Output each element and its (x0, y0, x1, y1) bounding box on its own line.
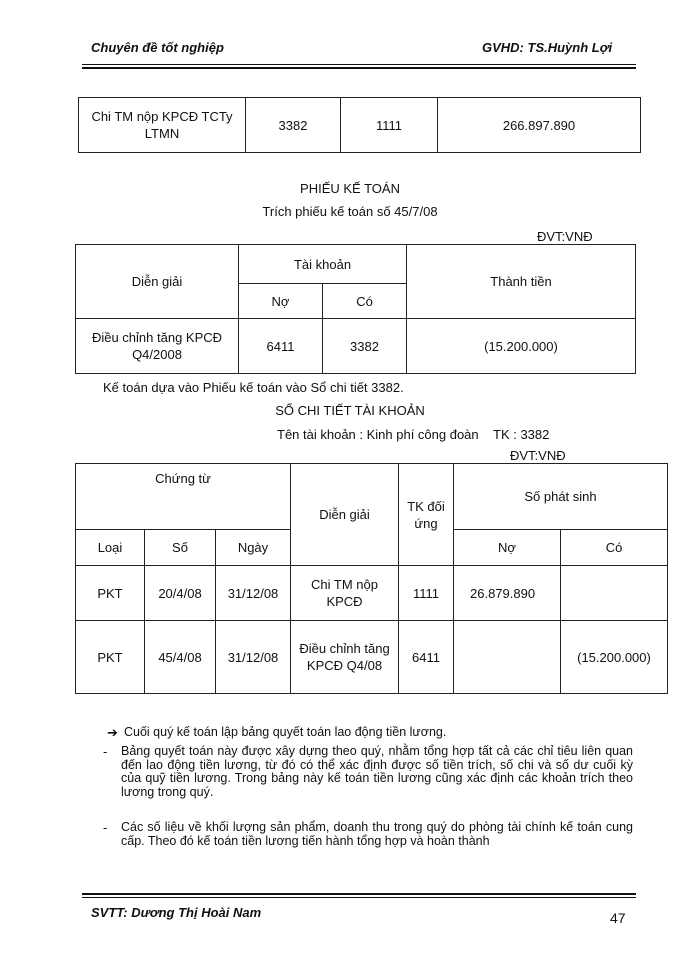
voucher-unit: ĐVT:VNĐ (537, 229, 593, 244)
header-left: Chuyên đề tốt nghiệp (91, 40, 224, 55)
ledger-r1-contra: 1111 (399, 566, 454, 621)
voucher-subtitle: Trích phiếu kế toán số 45/7/08 (262, 204, 438, 219)
header-rule-thin (82, 64, 636, 65)
ledger-r1-type: PKT (76, 566, 145, 621)
table-row (76, 319, 636, 374)
ledger-h-date: Ngày (216, 530, 291, 566)
top-desc: Chi TM nộp KPCĐ TCTy LTMN (79, 98, 246, 153)
voucher-desc: Điều chỉnh tăng KPCĐ Q4/2008 (76, 319, 239, 374)
ledger-account-name: Tên tài khoản : Kinh phí công đoàn (277, 427, 479, 442)
note-text: Kế toán dựa vào Phiếu kế toán vào Sổ chi tiết 3382. (103, 380, 404, 395)
ledger-r1-debit: 26.879.890 (454, 566, 561, 621)
voucher-amount: (15.200.000) (407, 319, 636, 374)
ledger-r1-date: 31/12/08 (216, 566, 291, 621)
ledger-r2-debit (454, 621, 561, 694)
ledger-r2-date: 31/12/08 (216, 621, 291, 694)
page-number: 47 (610, 910, 626, 926)
voucher-h-amount: Thành tiền (407, 245, 636, 319)
footer-left: SVTT: Dương Thị Hoài Nam (91, 905, 262, 920)
ledger-h-desc: Diễn giải (291, 464, 399, 566)
voucher-h-desc: Diễn giải (76, 245, 239, 319)
dash-bullet-2: - (103, 820, 108, 835)
voucher-title: PHIẾU KẾ TOÁN (300, 181, 400, 196)
ledger-h-contra: TK đối ứng (399, 464, 454, 566)
top-amount: 266.897.890 (438, 98, 641, 153)
ledger-account-no: TK : 3382 (493, 427, 550, 442)
voucher-h-account: Tài khoản (239, 245, 407, 284)
ledger-h-movement: Số phát sinh (454, 464, 668, 530)
table-row (76, 464, 668, 530)
ledger-r1-credit (561, 566, 668, 621)
ledger-r2-type: PKT (76, 621, 145, 694)
ledger-r2-no: 45/4/08 (145, 621, 216, 694)
bullet-paragraph-2: Các số liệu về khối lượng sản phẩm, doanh thu trong quý do phòng tài chính kế toán cung cấp. Theo đó kế toán tiền lương tiến hành tổng hợp và hoàn thành (121, 820, 633, 848)
voucher-debit: 6411 (239, 319, 323, 374)
voucher-credit: 3382 (323, 319, 407, 374)
top-credit: 1111 (341, 98, 438, 153)
ledger-h-type: Loại (76, 530, 145, 566)
bullet-paragraph-1: Bảng quyết toán này được xây dựng theo quý, nhằm tổng hợp tất cả các chỉ tiêu liên quan đến lao động tiền lương, từ đó có thể xác định được số tiền trích, số chi và số dư cuối kỳ của quỹ tiền lương. Trong bảng này kế toán tiền lương cũng xác định các khoản trích theo lương trong quý. (121, 744, 633, 799)
ledger-r1-desc: Chi TM nộp KPCĐ (291, 566, 399, 621)
ledger-r2-credit: (15.200.000) (561, 621, 668, 694)
arrow-right-icon: ➔ (107, 725, 118, 740)
table-row (79, 98, 641, 153)
header-right: GVHD: TS.Huỳnh Lợi (482, 40, 613, 55)
header-rule-thick (82, 67, 636, 69)
voucher-table (75, 244, 636, 374)
ledger-h-voucher: Chứng từ (76, 464, 291, 530)
footer-rule-thick (82, 893, 636, 895)
top-debit: 3382 (246, 98, 341, 153)
ledger-h-debit: Nợ (454, 530, 561, 566)
ledger-title: SỔ CHI TIẾT TÀI KHOẢN (275, 403, 425, 418)
ledger-table (75, 463, 668, 694)
ledger-unit: ĐVT:VNĐ (510, 448, 566, 463)
arrow-line-text: Cuối quý kế toán lập bảng quyết toán lao động tiền lương. (124, 725, 447, 739)
ledger-h-credit: Có (561, 530, 668, 566)
top-table (78, 97, 641, 153)
ledger-r1-no: 20/4/08 (145, 566, 216, 621)
ledger-r2-desc: Điều chỉnh tăng KPCĐ Q4/08 (291, 621, 399, 694)
dash-bullet-1: - (103, 744, 108, 759)
ledger-h-no: Số (145, 530, 216, 566)
voucher-h-credit: Có (323, 284, 407, 319)
table-row (76, 566, 668, 621)
voucher-h-debit: Nợ (239, 284, 323, 319)
ledger-r2-contra: 6411 (399, 621, 454, 694)
footer-rule-thin (82, 897, 636, 898)
table-row (76, 245, 636, 284)
table-row (76, 621, 668, 694)
